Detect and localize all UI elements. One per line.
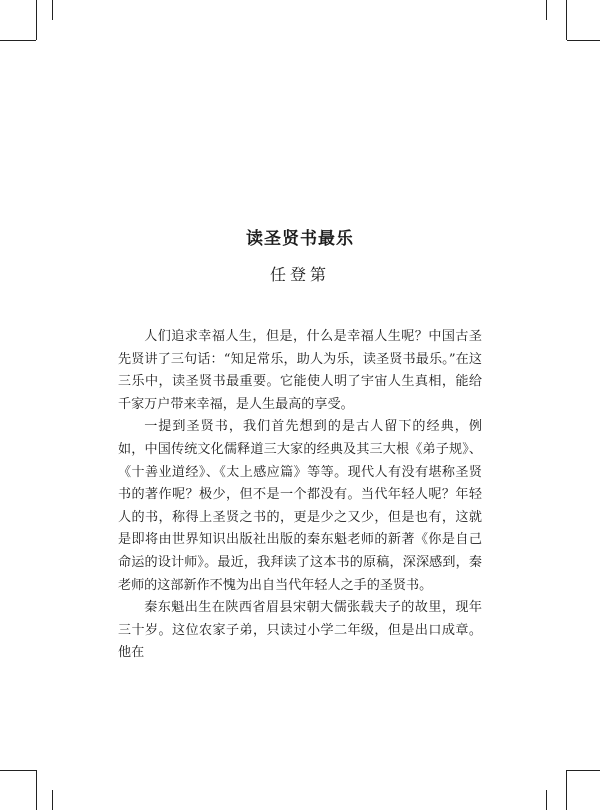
- article-author: 任登第: [269, 265, 330, 284]
- crop-mark-top-left-inner-vertical: [52, 0, 53, 20]
- crop-mark-top-right-vertical: [566, 0, 567, 40]
- paragraph-1: 人们追求幸福人生，但是，什么是幸福人生呢？中国古圣先贤讲了三句话：“知足常乐，助人为乐，读圣贤书最乐。”在这三乐中，读圣贤书最重要。它能使人明了宇宙人生真相，能给千家万户带来幸福，是人生最高的享受。: [118, 329, 482, 412]
- paragraph-2: 一提到圣贤书，我们首先想到的是古人留下的经典，例如，中国传统文化儒释道三大家的经典及其三大根《弟子规》、《十善业道经》、《太上感应篇》等等。现代人有没有堪称圣贤书的著作呢？极少，但不是一个都没有。当代年轻人呢？年轻人的书，称得上圣贤之书的，更是少之又少，但是也有，这就是即将由世界知识出版社出版的秦东魁老师的新著《你是自己命运的设计师》。最近，我拜读了这本书的原稿，深深感到，秦老师的这部新作不愧为出自当代年轻人之手的圣贤书。: [118, 419, 482, 593]
- article-body: [118, 326, 482, 665]
- crop-mark-bottom-left-vertical: [36, 770, 37, 810]
- article-title: 读圣贤书最乐: [246, 229, 354, 249]
- crop-mark-top-right-inner-vertical: [546, 0, 547, 20]
- crop-mark-bottom-right-vertical: [566, 770, 567, 810]
- crop-mark-bottom-left-horizontal: [0, 770, 36, 771]
- crop-mark-top-left-horizontal: [0, 40, 36, 41]
- crop-mark-top-right-horizontal: [567, 40, 600, 41]
- paragraph-3: 秦东魁出生在陕西省眉县宋朝大儒张载夫子的故里，现年三十岁。这位农家子弟，只读过小学二年级，但是出口成章。他在: [118, 600, 482, 661]
- crop-mark-bottom-left-inner-vertical: [52, 790, 53, 810]
- crop-mark-bottom-right-horizontal: [567, 770, 600, 771]
- crop-mark-bottom-right-inner-vertical: [546, 790, 547, 810]
- crop-mark-top-left-vertical: [36, 0, 37, 40]
